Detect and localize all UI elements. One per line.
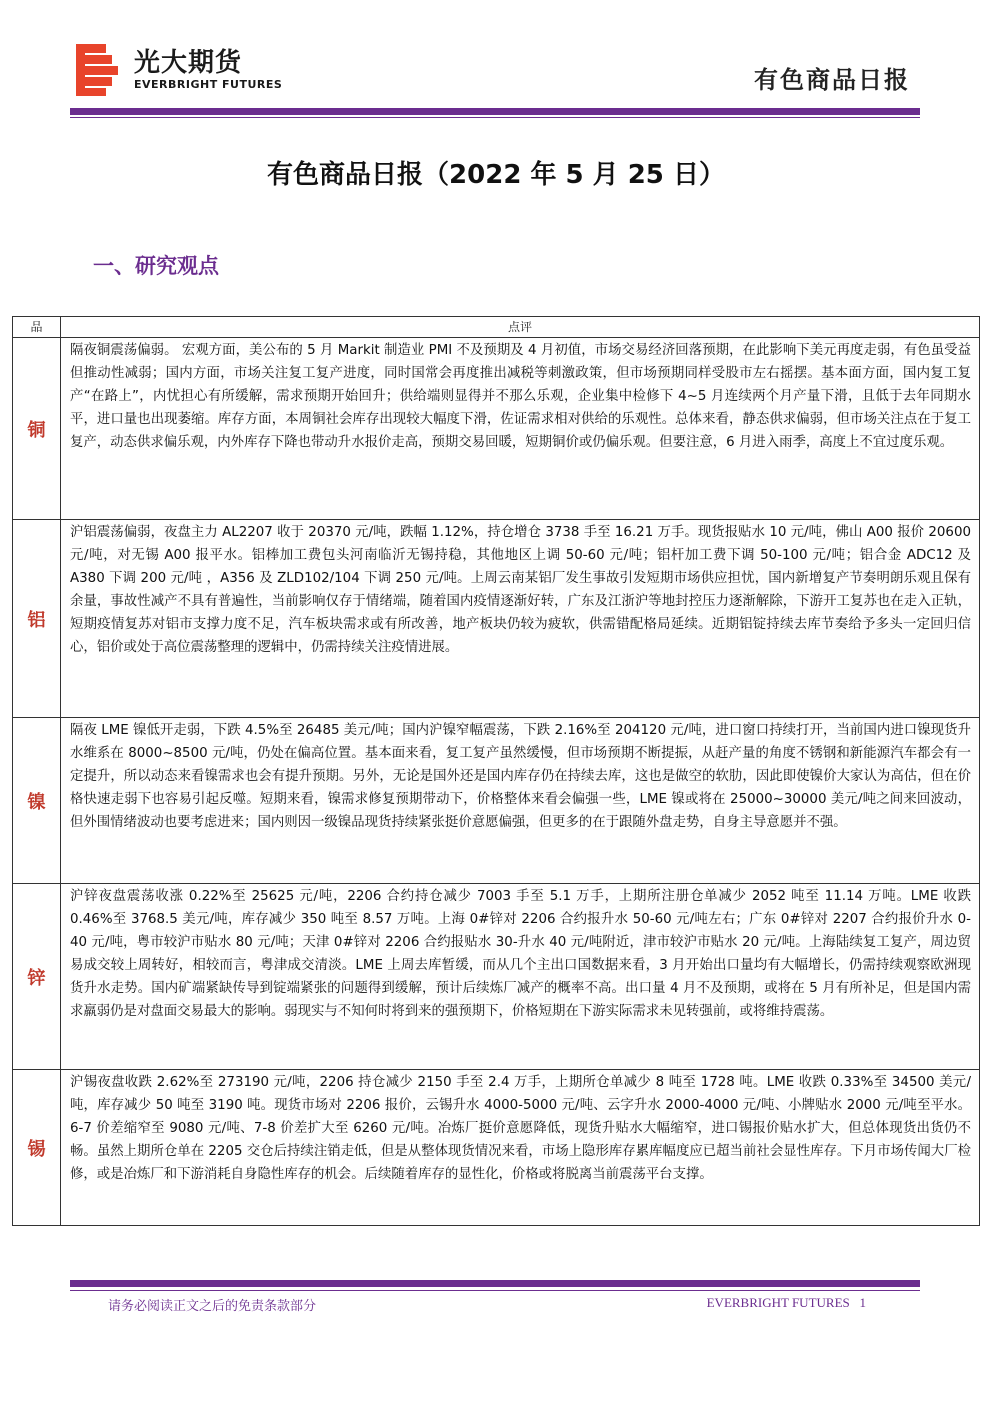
- footer-divider: [70, 1280, 920, 1287]
- table-header-row: [13, 317, 980, 338]
- metal-label: 镍: [13, 718, 61, 884]
- metal-comment: 沪锌夜盘震荡收涨 0.22%至 25625 元/吨，2206 合约持仓减少 7003 手至 5.1 万手，上期所注册仓单减少 2052 吨至 11.14 万吨。LME 收跌 0.46%至 3768.5 美元/吨，库存减少 350 吨至 8.57 万吨。上海 0#锌对 2206 合约报升水 50-60 元/吨左右；广东 0#锌对 2207 合约报价升水 0-40 元/吨，粤市较沪市贴水 80 元/吨；天津 0#锌对 2206 合约报贴水 30-升水 40 元/吨附近，津市较沪市贴水 20 元/吨。上海陆续复工复产，周边贸易成交较上周转好，相较而言，粤津成交清淡。LME 上周去库暂缓，而从几个主出口国数据来看，3 月开始出口量均有大幅增长，仍需持续观察欧洲现货升水走势。国内矿端紧缺传导到锭端紧张的问题得到缓解，预计后续炼厂减产的概率不高。出口量 4 月不及预期，或将在 5 月有所补足，但是国内需求羸弱仍是对盘面交易最大的影响。弱现实与不知何时将到来的强预期下，价格短期在下游实际需求未见转强前，或将维持震荡。: [61, 884, 980, 1070]
- table-row-copper: [13, 338, 980, 520]
- metal-comment: 隔夜 LME 镍低开走弱，下跌 4.5%至 26485 美元/吨；国内沪镍窄幅震荡，下跌 2.16%至 204120 元/吨，进口窗口持续打开，当前国内进口镍现货升水维系在 8000~8500 元/吨，仍处在偏高位置。基本面来看，复工复产虽然缓慢，但市场预期不断提振，从赶产量的角度不锈钢和新能源汽车都会有一定提升，所以动态来看镍需求也会有提升预期。另外，无论是国外还是国内库存仍在持续去库，这也是做空的软肋，因此即使镍价大家认为高估，但在价格快速走弱下也容易引起反噬。短期来看，镍需求修复预期带动下，价格整体来看会偏强一些，LME 镍或将在 25000~30000 美元/吨之间来回波动，但外围情绪波动也要考虑进来；国内则因一级镍品现货持续紧张挺价意愿偏强，但更多的在于跟随外盘走势，自身主导意愿并不强。: [61, 718, 980, 884]
- page-header: [0, 0, 992, 125]
- everbright-logo-icon: [76, 44, 120, 96]
- table-row-aluminum: [13, 520, 980, 718]
- metal-label: 铝: [13, 520, 61, 718]
- table-row-nickel: [13, 718, 980, 884]
- report-name: 有色商品日报: [754, 66, 910, 94]
- metal-label: 锌: [13, 884, 61, 1070]
- section-title: 一、研究观点: [93, 254, 219, 278]
- metal-label: 铜: [13, 338, 61, 520]
- footer-divider-thin: [70, 1290, 920, 1291]
- document-title: 有色商品日报（2022 年 5 月 25 日）: [267, 160, 725, 190]
- commentary-table: [12, 316, 980, 1226]
- header-divider-thin: [70, 117, 920, 118]
- company-logo: [76, 42, 283, 102]
- table-row-tin: [13, 1070, 980, 1226]
- metal-comment: 沪锡夜盘收跌 2.62%至 273190 元/吨，2206 持仓减少 2150 手至 2.4 万手，上期所仓单减少 8 吨至 1728 吨。LME 收跌 0.33%至 34500 美元/吨，库存减少 50 吨至 3190 吨。现货市场对 2206 报价，云锡升水 4000-5000 元/吨、云字升水 2000-4000 元/吨、小牌贴水 2000 元/吨至平水。6-7 价差缩窄至 9080 元/吨、7-8 价差扩大至 6260 元/吨。冶炼厂挺价意愿降低，现货升贴水大幅缩窄，进口锡报价贴水扩大，但总体现货出货仍不畅。虽然上期所仓单在 2205 交仓后持续注销走低，但是从整体现货情况来看，市场上隐形库存累库幅度应已超当前社会显性库存。下月市场传闻大厂检修，或是冶炼厂和下游消耗自身隐性库存的机会。后续随着库存的显性化，价格或将脱离当前震荡平台支撑。: [61, 1070, 980, 1226]
- footer-company-name: EVERBRIGHT FUTURES: [706, 1295, 850, 1310]
- header-divider: [70, 108, 920, 115]
- page-number: 1: [859, 1295, 866, 1310]
- metal-comment: 隔夜铜震荡偏弱。 宏观方面，美公布的 5 月 Markit 制造业 PMI 不及预期及 4 月初值，市场交易经济回落预期，在此影响下美元再度走弱，有色虽受益但推动性减弱；国内方面，市场关注复工复产进度，同时国常会再度推出减税等刺激政策，但市场预期同样受股市左右摇摆。基本面方面，国内复工复产“在路上”，内忧担心有所缓解，需求预期开始回升；供给端则显得并不那么乐观，企业集中检修下 4~5 月连续两个月产量下滑，且低于去年同期水平，进口量也出现萎缩。库存方面，本周铜社会库存出现较大幅度下滑，佐证需求相对供给的乐观性。总体来看，静态供求偏弱，但市场关注点在于复工复产，动态供求偏乐观，内外库存下降也带动升水报价走高，预期交易回暖，短期铜价或仍偏乐观。但要注意，6 月进入雨季，高度上不宜过度乐观。: [61, 338, 980, 520]
- disclaimer-notice: 请务必阅读正文之后的免责条款部分: [108, 1299, 317, 1314]
- table-header-comment: 点评: [61, 317, 980, 338]
- table-header-metal: 品: [13, 317, 61, 338]
- table-row-zinc: [13, 884, 980, 1070]
- logo-chinese-name: 光大期货: [134, 48, 243, 78]
- metal-comment: 沪铝震荡偏弱，夜盘主力 AL2207 收于 20370 元/吨，跌幅 1.12%，持仓增仓 3738 手至 16.21 万手。现货报贴水 10 元/吨，佛山 A00 报价 20600 元/吨，对无锡 A00 报平水。铝棒加工费包头河南临沂无锡持稳，其他地区上调 50-60 元/吨；铝杆加工费下调 50-100 元/吨；铝合金 ADC12 及 A380 下调 200 元/吨 ，A356 及 ZLD102/104 下调 250 元/吨。上周云南某铝厂发生事故引发短期市场供应担忧，国内新增复产节奏明朗乐观且保有余量，事故性减产不具有普遍性，当前影响仅存于情绪端，随着国内疫情逐渐好转，广东及江浙沪等地封控压力逐渐解除，下游开工复苏也在走入正轨，短期疫情复苏对铝市支撑力度不足，汽车板块需求或有所改善，地产板块仍较为疲软，供需错配格局延续。近期铝锭持续去库节奏给予多头一定回归信心，铝价或处于高位震荡整理的逻辑中，仍需持续关注疫情进展。: [61, 520, 980, 718]
- footer-company: [707, 1295, 866, 1311]
- logo-english-name: EVERBRIGHT FUTURES: [134, 78, 283, 91]
- metal-label: 锡: [13, 1070, 61, 1226]
